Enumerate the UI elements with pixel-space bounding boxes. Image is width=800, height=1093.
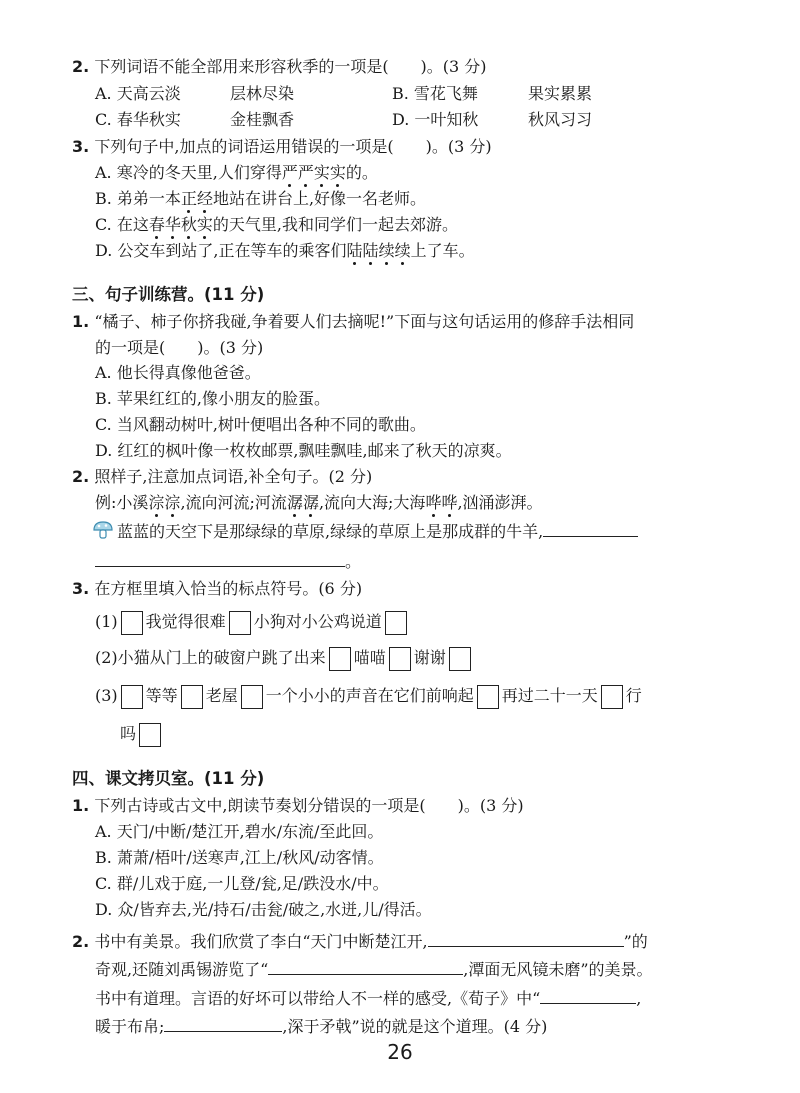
q3-option-b: [95, 188, 426, 210]
example-text: ,汹涌澎湃。: [457, 493, 543, 512]
question-text: 下列词语不能全部用来形容秋季的一项是( )。(3 分): [94, 57, 487, 76]
q3-option-d: [95, 240, 475, 262]
question-number: 3.: [72, 579, 90, 598]
example-text: ,流向河流;河流: [180, 493, 287, 512]
s4-q2-line-4: [95, 1013, 547, 1038]
item-number: (2): [95, 648, 118, 667]
dotted-word: 淙淙: [148, 493, 181, 512]
mushroom-icon: [92, 520, 114, 546]
section-3-title: 三、句子训练营。(11 分): [72, 285, 265, 304]
punctuation-box[interactable]: [121, 685, 143, 709]
example-text: ,流向大海;大海: [318, 493, 426, 512]
option-a: A. 天高云淡: [95, 84, 181, 103]
s4-q1-option-d: D. 众/皆弃去,光/持石/击瓮/破之,水迸,儿/得活。: [95, 900, 432, 919]
item-text: 小猫从门上的破窗户跳了出来: [117, 648, 326, 667]
question-text: ”的: [623, 932, 648, 951]
item-text: 谢谢: [413, 648, 446, 667]
item-text: 老屋: [205, 686, 238, 705]
question-text: ,深于矛戟”说的就是这个道理。(4 分): [282, 1017, 548, 1036]
item-text: 我觉得很难: [145, 612, 226, 631]
item-text: 一个小小的声音在它们前响起: [265, 686, 474, 705]
item-number: (1): [95, 612, 118, 631]
question-number: 3.: [72, 137, 90, 156]
option-text: C. 在这: [95, 215, 149, 234]
s3-q1-stem: [72, 311, 634, 333]
s3-q1-option-a: A. 他长得真像他爸爸。: [95, 363, 261, 382]
punctuation-box[interactable]: [121, 611, 143, 635]
answer-blank[interactable]: [543, 518, 638, 537]
question-text: 奇观,还随刘禹锡游览了“: [95, 960, 269, 979]
option-text: A. 寒冷的冬天里,人们穿得: [95, 163, 282, 182]
question-text: “橘子、柿子你挤我碰,争着要人们去摘呢!”下面与这句话运用的修辞手法相同: [94, 312, 635, 331]
question-text: 书中有道理。言语的好坏可以带给人不一样的感受,《荀子》中“: [95, 989, 541, 1008]
option-text: B. 弟弟一本: [95, 189, 181, 208]
question-text: ,潭面无风镜未磨”的美景。: [463, 960, 653, 979]
s4-q2-line-2: [95, 956, 653, 981]
question-number: 1.: [72, 796, 90, 815]
option-c-word2: 金桂飘香: [230, 110, 295, 129]
punctuation-box[interactable]: [385, 611, 407, 635]
question-text: ,: [636, 989, 642, 1008]
question-text: 暖于布帛;: [95, 1017, 165, 1036]
example-text: 例:小溪: [95, 493, 149, 512]
s3-q2-example: [95, 492, 543, 514]
question-text: 下列古诗或古文中,朗读节奏划分错误的一项是( )。(3 分): [94, 796, 524, 815]
dotted-word: 哗哗: [425, 493, 458, 512]
q3-option-c: [95, 214, 458, 236]
s3-q1-option-d: D. 红红的枫叶像一枚枚邮票,飘哇飘哇,邮来了秋天的凉爽。: [95, 441, 512, 460]
answer-blank[interactable]: [428, 928, 624, 947]
s3-q3-line-2: [95, 644, 474, 672]
dotted-word: 春华秋实: [148, 215, 213, 234]
punctuation-box[interactable]: [139, 723, 161, 747]
question-text: 在方框里填入恰当的标点符号。(6 分): [94, 579, 363, 598]
punctuation-box[interactable]: [329, 647, 351, 671]
option-text: D. 公交车到站了,正在等车的乘客们: [95, 241, 347, 260]
option-text: 的。: [345, 163, 378, 182]
s4-q2-line-3: [95, 985, 641, 1010]
question-2-stem: [72, 56, 487, 78]
q3-option-a: [95, 162, 378, 184]
s3-q3-line-4: [120, 720, 164, 748]
dotted-word: 正经: [180, 189, 213, 208]
question-number: 1.: [72, 312, 90, 331]
dotted-word: 潺潺: [286, 493, 319, 512]
question-text: 下列句子中,加点的词语运用错误的一项是( )。(3 分): [94, 137, 492, 156]
answer-blank[interactable]: [268, 956, 463, 975]
item-number: (3): [95, 686, 118, 705]
s4-q1-option-a: A. 天门/中断/楚江开,碧水/东流/至此回。: [95, 822, 384, 841]
option-text: 地站在讲台上,好像一名老师。: [212, 189, 427, 208]
question-number: 2.: [72, 467, 90, 486]
dotted-word: 陆陆续续: [346, 241, 411, 260]
option-text: 的天气里,我和同学们一起去郊游。: [212, 215, 459, 234]
s4-q2-line-1: [72, 928, 648, 953]
item-text: 喵喵: [353, 648, 386, 667]
answer-blank[interactable]: [95, 548, 345, 567]
item-text: 再过二十一天: [501, 686, 598, 705]
punctuation-box[interactable]: [229, 611, 251, 635]
s3-q1-option-c: C. 当风翻动树叶,树叶便唱出各种不同的歌曲。: [95, 415, 426, 434]
item-text: 吗: [120, 724, 137, 743]
s3-q3-stem: [72, 578, 362, 600]
s3-q2-fill-line: [92, 518, 638, 546]
punctuation-box[interactable]: [241, 685, 263, 709]
question-text: 照样子,注意加点词语,补全句子。(2 分): [94, 467, 373, 486]
punctuation-box[interactable]: [449, 647, 471, 671]
section-4-title: 四、课文拷贝室。(11 分): [72, 769, 265, 788]
page-number: 26: [387, 1040, 413, 1064]
s4-q1-option-b: B. 萧萧/梧叶/送寒声,江上/秋风/动客情。: [95, 848, 384, 867]
s4-q1-stem: [72, 795, 524, 817]
punctuation-box[interactable]: [389, 647, 411, 671]
item-text: 等等: [145, 686, 178, 705]
question-number: 2.: [72, 57, 90, 76]
option-d-word2: 秋风习习: [528, 110, 593, 129]
item-text: 行: [625, 686, 642, 705]
question-number: 2.: [72, 932, 90, 951]
option-c: C. 春华秋实: [95, 110, 181, 129]
s3-q2-fill-line-2: [95, 548, 361, 573]
question-3-stem: [72, 136, 492, 158]
punctuation-box[interactable]: [477, 685, 499, 709]
item-text: 小狗对小公鸡说道: [253, 612, 382, 631]
sentence-end: 。: [345, 552, 362, 571]
sentence-text: 蓝蓝的天空下是那绿绿的草原,绿绿的草原上是那成群的牛羊,: [117, 522, 544, 541]
s3-q1-option-b: B. 苹果红红的,像小朋友的脸蛋。: [95, 389, 331, 408]
s3-q3-line-3: [95, 682, 642, 710]
s4-q1-option-c: C. 群/儿戏于庭,一儿登/瓮,足/跌没水/中。: [95, 874, 389, 893]
s3-q1-stem-cont: 的一项是( )。(3 分): [95, 338, 264, 357]
question-text: 书中有美景。我们欣赏了李白“天门中断楚江开,: [94, 932, 428, 951]
answer-blank[interactable]: [540, 985, 636, 1004]
option-text: 上了车。: [410, 241, 475, 260]
s3-q2-stem: [72, 466, 372, 488]
punctuation-box[interactable]: [601, 685, 623, 709]
punctuation-box[interactable]: [181, 685, 203, 709]
option-b-word2: 果实累累: [528, 84, 593, 103]
option-d: D. 一叶知秋: [392, 110, 479, 129]
dotted-word: 严严实实: [281, 163, 346, 182]
option-a-word2: 层林尽染: [230, 84, 295, 103]
option-b: B. 雪花飞舞: [392, 84, 478, 103]
answer-blank[interactable]: [164, 1013, 282, 1032]
s3-q3-line-1: [95, 608, 410, 636]
